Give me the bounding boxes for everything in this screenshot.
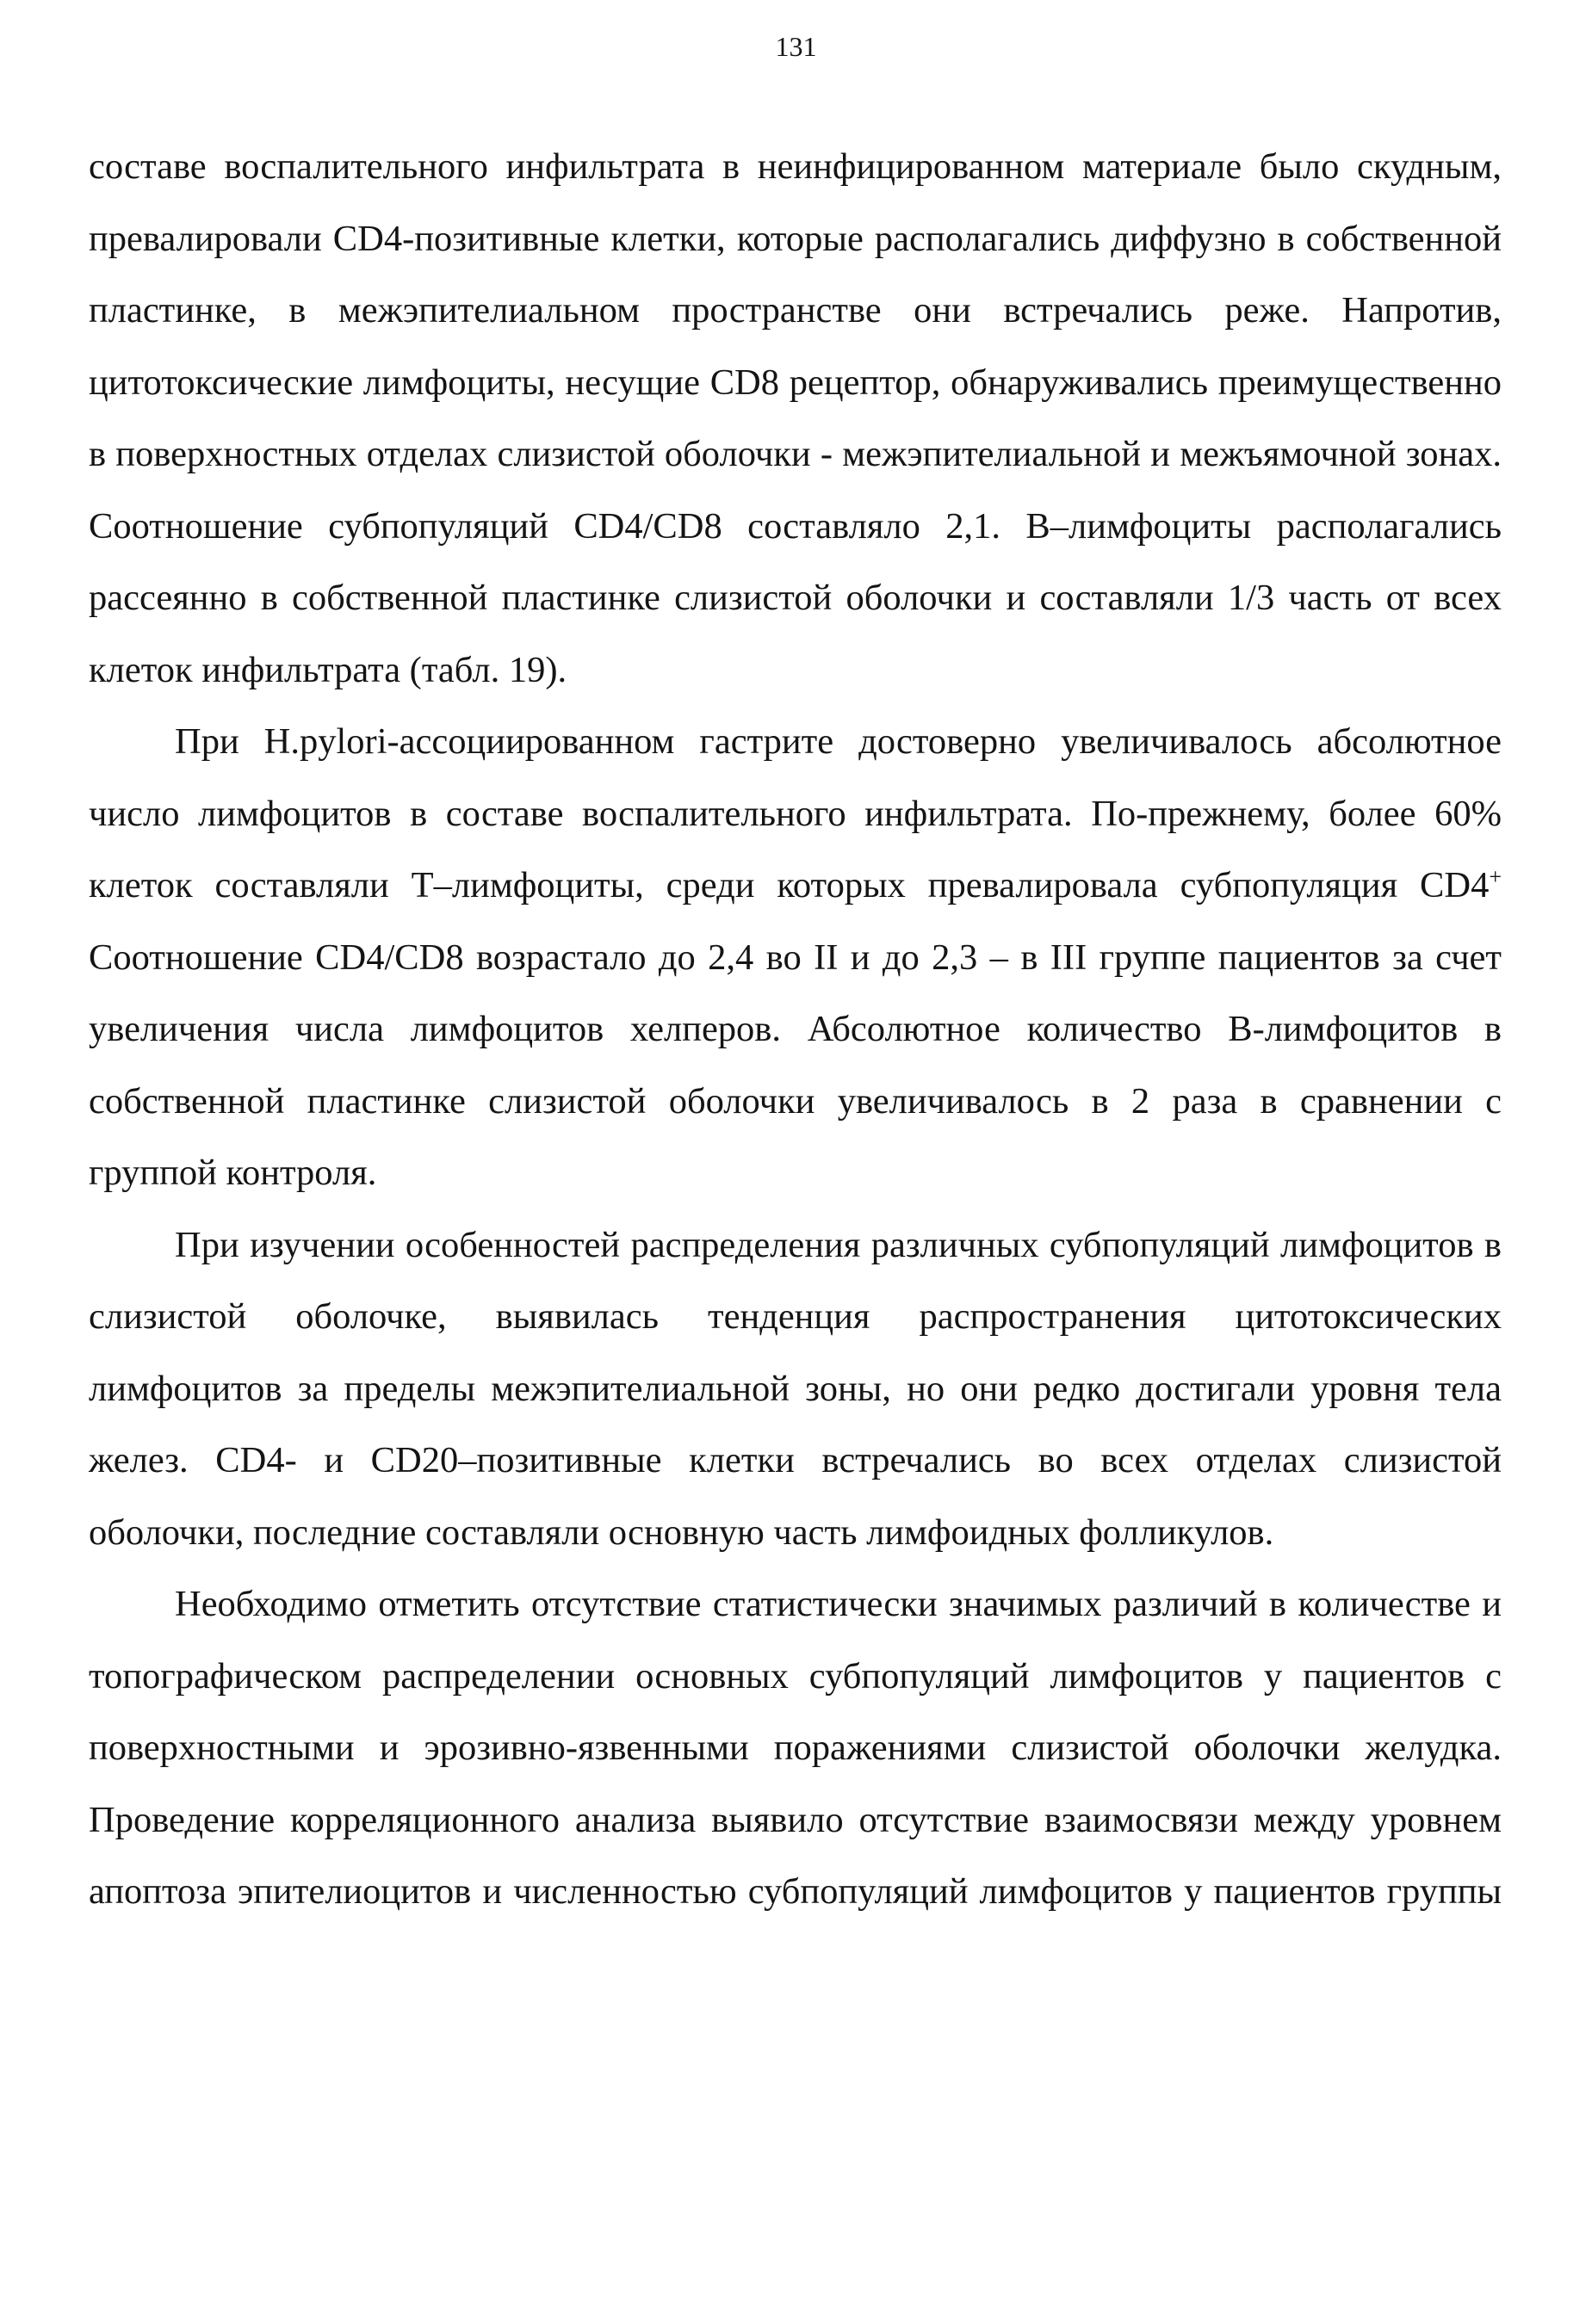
paragraph-hpylori-gastritis <box>89 706 1502 1209</box>
page-number: 131 <box>775 31 817 62</box>
paragraph-subpopulation-distribution: При изучении особенностей распределения различных субпопуляций лимфоцитов в слизистой оболочке, выявилась тенденция распространения цитотоксических лимфоцитов за пределы межэпителиальной зоны, но они редко достигали уровня тела желез. CD4- и CD20–позитивные клетки встречались во всех отделах слизистой оболочки, последние составляли основную часть лимфоидных фолликулов. <box>89 1224 1502 1553</box>
paragraph-hpylori-text-end: Соотношение CD4/CD8 возрастало до 2,4 во II и до 2,3 – в III группе пациентов за счет увеличения числа лимфоцитов хелперов. Абсолютное количество В-лимфоцитов в собственной пластинке слизистой оболочки увеличивалось в 2 раза в сравнении с группой контроля. <box>89 936 1502 1193</box>
body-text <box>89 131 1502 1928</box>
paragraph-hpylori-text-start: При H.pylori-ассоциированном гастрите достоверно увеличивалось абсолютное число лимфоцитов в составе воспалительного инфильтрата. По-прежнему, более 60% клеток составляли Т–лимфоциты, среди которых превалировала субпопуляция CD4 <box>89 721 1502 905</box>
paragraph-cd4-cd8-control: составе воспалительного инфильтрата в неинфицированном материале было скудным, превалировали CD4-позитивные клетки, которые располагались диффузно в собственной пластинке, в межэпителиальном пространстве они встречались реже. Напротив, цитотоксические лимфоциты, несущие CD8 рецептор, обнаруживались преимущественно в поверхностных отделах слизистой оболочки - межэпителиальной и межъямочной зонах. Соотношение субпопуляций CD4/CD8 составляло 2,1. В–лимфоциты располагались рассеянно в собственной пластинке слизистой оболочки и составляли 1/3 часть от всех клеток инфильтрата (табл. 19). <box>89 146 1502 690</box>
superscript-plus: + <box>1489 863 1502 889</box>
paragraph-correlation-analysis: Необходимо отметить отсутствие статистически значимых различий в количестве и топографическом распределении основных субпопуляций лимфоцитов у пациентов с поверхностными и эрозивно-язвенными поражениями слизистой оболочки желудка. Проведение корреляционного анализа выявило отсутствие взаимосвязи между уровнем апоптоза эпителиоцитов и численностью субпопуляций лимфоцитов у пациентов группы <box>89 1584 1502 1912</box>
